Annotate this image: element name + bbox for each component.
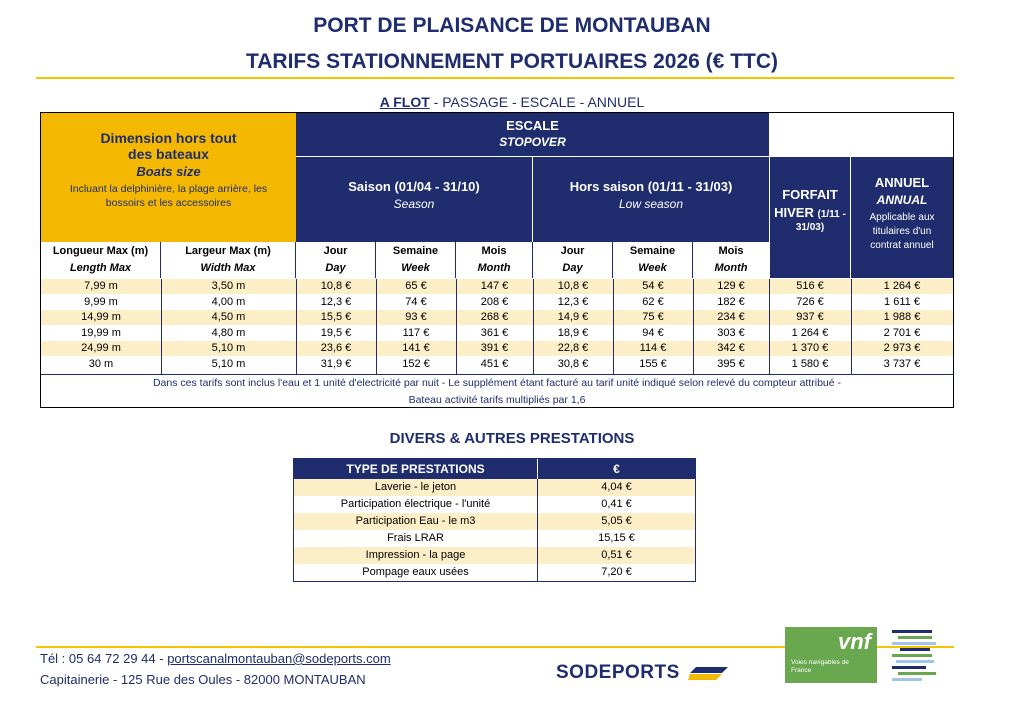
cell-jour-hors: 10,8 € (557, 280, 589, 292)
vnf-logo (785, 627, 877, 683)
cell-length: 24,99 m (81, 342, 121, 355)
cell-jour-saison: 31,9 € (320, 358, 352, 370)
annuel-note-2: titulaires d'un (872, 226, 932, 237)
column-divider (769, 279, 770, 374)
column-divider (851, 279, 852, 374)
column-divider (161, 279, 162, 374)
service-type: Participation Eau - le m3 (294, 513, 538, 530)
service-price: 15,15 € (598, 532, 635, 544)
service-type: Frais LRAR (294, 530, 538, 547)
dimension-english: Boats size (136, 164, 201, 179)
cell-jour-hors: 14,9 € (557, 311, 589, 324)
service-price: 0,51 € (601, 549, 632, 561)
sodeports-wordmark: SODEPORTS (556, 662, 680, 683)
cell-mois-saison: 268 € (480, 311, 509, 324)
cell-length: 9,99 m (84, 295, 118, 308)
cell-forfait: 726 € (796, 295, 824, 308)
col-jour-saison-label: Jour (323, 245, 348, 257)
cell-annuel: 2 973 € (883, 342, 921, 355)
cell-semaine-hors: 54 € (642, 280, 664, 292)
col-week-saison: Week (401, 262, 430, 274)
col-semaine-hors-label: Semaine (629, 245, 676, 257)
col-width-label: Largeur Max (m) (185, 245, 271, 257)
forfait-label: FORFAIT (782, 187, 838, 202)
forfait-hiver (770, 205, 850, 220)
service-row (294, 479, 695, 496)
col-jour-hors (533, 242, 613, 278)
sodeports-logo (556, 662, 728, 684)
cell-mois-hors: 129 € (717, 280, 745, 292)
cell-length: 14,99 m (81, 311, 121, 324)
dimension-title2: des bateaux (128, 146, 209, 162)
service-price: 7,20 € (601, 566, 632, 578)
hors-saison-label: Hors saison (01/11 - 31/03) (569, 179, 733, 194)
col-semaine-saison-label: Semaine (392, 245, 439, 257)
footer-address: Capitainerie - 125 Rue des Oules - 82000 MONTAUBAN (40, 672, 366, 687)
cell-jour-saison: 23,6 € (320, 342, 352, 355)
col-semaine-saison (376, 242, 456, 278)
cell-semaine-saison: 152 € (402, 358, 430, 370)
tariff-table (40, 112, 954, 408)
forfait-range-start: (1/11 - (817, 209, 846, 220)
cell-mois-hors: 395 € (717, 358, 745, 370)
col-mois-saison (456, 242, 533, 278)
annual-label: ANNUAL (876, 193, 928, 207)
cell-annuel: 1 611 € (884, 295, 920, 308)
cell-length: 30 m (88, 358, 114, 370)
cell-length: 19,99 m (81, 326, 121, 339)
cell-jour-saison: 15,5 € (320, 311, 352, 324)
section-heading (0, 94, 1024, 110)
saison-header (296, 157, 533, 242)
cell-semaine-saison: 117 € (402, 326, 430, 339)
cell-semaine-saison: 93 € (405, 311, 427, 324)
col-jour-saison (296, 242, 376, 278)
service-price: 0,41 € (601, 498, 632, 510)
services-rows (294, 479, 695, 581)
column-divider (533, 279, 534, 374)
services-title: DIVERS & AUTRES PRESTATIONS (389, 430, 635, 447)
column-divider (456, 279, 457, 374)
cell-width: 5,10 m (211, 342, 246, 355)
annuel-label: ANNUEL (874, 175, 930, 190)
escale-header (296, 113, 769, 157)
annuel-note-1: Applicable aux (869, 212, 935, 223)
cell-semaine-hors: 155 € (639, 358, 667, 370)
cell-jour-saison: 19,5 € (320, 326, 352, 339)
cell-mois-hors: 342 € (717, 342, 745, 355)
dimension-header (41, 113, 296, 242)
column-divider (613, 279, 614, 374)
col-mois-hors-label: Mois (718, 245, 744, 257)
sodeports-mark-icon (688, 665, 728, 681)
column-divider (693, 279, 694, 374)
cell-forfait: 516 € (796, 280, 824, 292)
cell-mois-hors: 303 € (717, 326, 745, 339)
vnf-wordmark: vnf (838, 629, 871, 654)
forfait-hiver-word: HIVER (774, 205, 814, 220)
cell-annuel: 1 988 € (883, 311, 921, 324)
col-month-hors: Month (714, 262, 748, 274)
col-jour-hors-label: Jour (560, 245, 585, 257)
footnote-line1: Dans ces tarifs sont inclus l'eau et 1 unité d'electricité par nuit - Le supplément étant facturé au tarif unité indiqué selon relevé du compteur attribué - (152, 377, 842, 389)
forfait-header (769, 157, 851, 278)
annuel-header (851, 157, 953, 278)
cell-width: 4,50 m (211, 311, 246, 324)
service-row (294, 496, 695, 513)
cell-forfait: 937 € (796, 311, 824, 324)
cell-width: 4,80 m (211, 326, 246, 339)
annuel-note-3: contrat annuel (870, 240, 934, 251)
cell-mois-saison: 147 € (480, 280, 509, 292)
cell-semaine-saison: 65 € (405, 280, 427, 292)
col-width (161, 242, 296, 278)
cell-width: 3,50 m (211, 280, 246, 292)
col-length (41, 242, 161, 278)
cell-mois-hors: 182 € (717, 295, 745, 308)
cell-mois-saison: 361 € (480, 326, 509, 339)
cell-forfait: 1 264 € (791, 326, 829, 339)
vnf-stripes-icon (890, 628, 938, 686)
cell-semaine-hors: 75 € (642, 311, 664, 324)
col-length-label: Longueur Max (m) (52, 245, 149, 257)
service-price: 5,05 € (601, 515, 632, 527)
cell-mois-saison: 391 € (480, 342, 509, 355)
escale-label: ESCALE (506, 118, 559, 133)
services-header-row (294, 459, 695, 479)
cell-mois-saison: 451 € (480, 358, 509, 370)
footer-email-link[interactable]: portscanalmontauban@sodeports.com (167, 651, 391, 666)
service-type: Pompage eaux usées (294, 564, 538, 581)
cell-jour-hors: 30,8 € (557, 358, 589, 370)
cell-semaine-saison: 141 € (402, 342, 430, 355)
cell-jour-hors: 12,3 € (557, 295, 589, 308)
col-week-hors: Week (638, 262, 667, 274)
service-row (294, 564, 695, 581)
cell-semaine-saison: 74 € (405, 295, 427, 308)
season-label: Season (393, 197, 435, 211)
col-mois-hors (693, 242, 769, 278)
saison-label: Saison (01/04 - 31/10) (348, 179, 480, 194)
services-table (293, 458, 696, 582)
col-semaine-hors (613, 242, 693, 278)
cell-forfait: 1 580 € (791, 358, 829, 370)
service-type: Impression - la page (294, 547, 538, 564)
service-price: 4,04 € (601, 481, 632, 493)
footnote-line2: Bateau activité tarifs multipliés par 1,6 (408, 394, 586, 406)
cell-jour-hors: 22,8 € (557, 342, 589, 355)
service-type: Laverie - le jeton (294, 479, 538, 496)
service-row (294, 547, 695, 564)
cell-annuel: 3 737 € (883, 358, 921, 370)
header-rule (36, 77, 954, 79)
forfait-range-end: 31/03) (795, 222, 825, 233)
services-head-type: TYPE DE PRESTATIONS (294, 459, 538, 479)
col-month-saison: Month (477, 262, 511, 274)
page-subtitle: TARIFS STATIONNEMENT PORTUAIRES 2026 (€ TTC) (245, 50, 779, 73)
cell-mois-hors: 234 € (717, 311, 745, 324)
cell-width: 4,00 m (211, 295, 246, 308)
dimension-title1: Dimension hors tout (100, 130, 237, 146)
footer-phone: Tél : 05 64 72 29 44 - (40, 651, 168, 666)
footer-contact (40, 651, 391, 666)
stopover-label: STOPOVER (499, 135, 566, 149)
cell-annuel: 1 264 € (883, 280, 921, 292)
service-row (294, 530, 695, 547)
cell-semaine-hors: 62 € (642, 295, 664, 308)
low-season-label: Low season (618, 197, 684, 211)
col-mois-saison-label: Mois (481, 245, 507, 257)
section-heading-strong: A FLOT (379, 94, 430, 110)
column-divider (296, 279, 297, 374)
cell-mois-saison: 208 € (480, 295, 509, 308)
cell-semaine-hors: 94 € (642, 326, 664, 339)
cell-jour-saison: 12,3 € (320, 295, 352, 308)
services-head-price: € (613, 462, 620, 476)
page-title: PORT DE PLAISANCE DE MONTAUBAN (313, 14, 711, 37)
dimension-note: Incluant la delphinière, la plage arrière, les bossoirs et les accessoires (69, 183, 268, 209)
vnf-tagline: Voies navigables de France (791, 659, 849, 674)
cell-semaine-hors: 114 € (639, 342, 667, 355)
section-heading-rest: - PASSAGE - ESCALE - ANNUEL (429, 94, 645, 110)
cell-width: 5,10 m (211, 358, 246, 370)
service-row (294, 513, 695, 530)
hors-saison-header (533, 157, 769, 242)
table-footnote (41, 375, 953, 409)
cell-annuel: 2 701 € (883, 326, 921, 339)
column-divider (376, 279, 377, 374)
cell-forfait: 1 370 € (791, 342, 829, 355)
col-day-saison: Day (325, 262, 346, 274)
col-width-en: Width Max (200, 262, 256, 274)
cell-jour-saison: 10,8 € (320, 280, 352, 292)
cell-jour-hors: 18,9 € (557, 326, 589, 339)
cell-length: 7,99 m (84, 280, 118, 292)
annuel-note (851, 211, 953, 253)
col-day-hors: Day (562, 262, 583, 274)
col-length-en: Length Max (69, 262, 132, 274)
service-type: Participation électrique - l'unité (294, 496, 538, 513)
